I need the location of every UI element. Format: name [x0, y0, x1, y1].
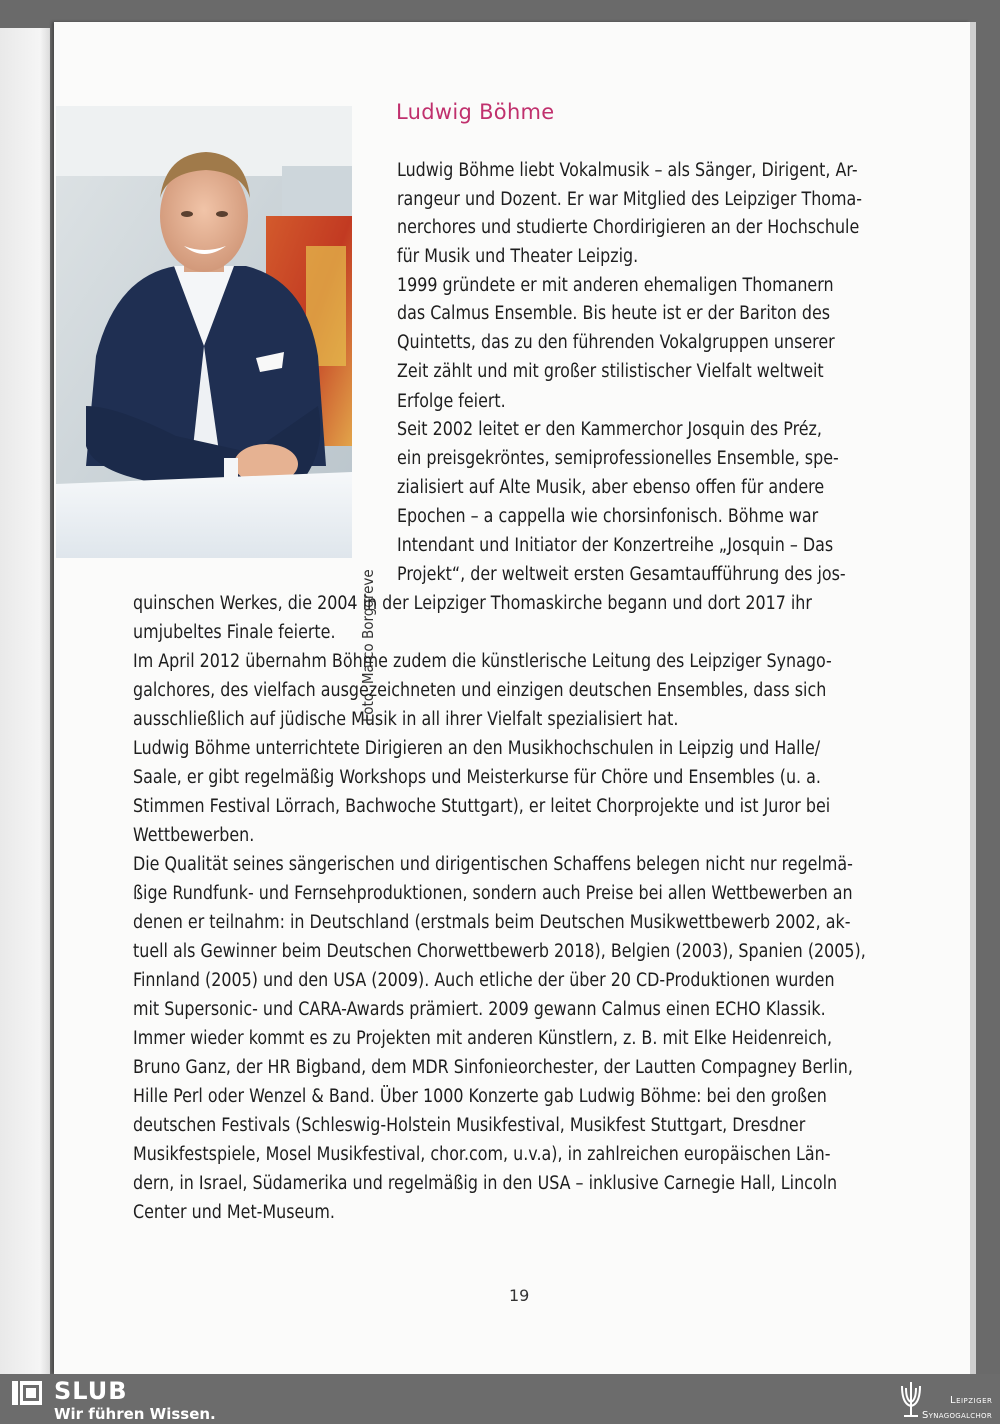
text-line: Stimmen Festival Lörrach, Bachwoche Stuttgart), er leitet Chorprojekte und ist Juror bei [133, 796, 831, 817]
text-line: tuell als Gewinner beim Deutschen Chorwettbewerb 2018), Belgien (2003), Spanien (2005), [133, 941, 866, 962]
text-line: galchores, des vielfach ausgezeichneten und einzigen deutschen Ensembles, dass sich [133, 680, 827, 701]
library-name: SLUB [54, 1377, 128, 1405]
text-line: Saale, er gibt regelmäßig Workshops und Meisterkurse für Chöre und Ensembles (u. a. [133, 767, 821, 788]
choir-name-line1: Leipziger [950, 1395, 993, 1406]
slub-logo-icon [12, 1381, 42, 1405]
text-line: Die Qualität seines sängerischen und dirigentischen Schaffens belegen nicht nur regelmä- [133, 854, 853, 875]
page-edge-shadow [970, 22, 976, 1374]
text-line: deutschen Festivals (Schleswig-Holstein Musikfestival, Musikfest Stuttgart, Dresdner [133, 1115, 806, 1136]
text-line: ein preisgekröntes, semiprofessionelles Ensemble, spe- [397, 448, 839, 469]
text-line: Musikfestspiele, Mosel Musikfestival, chor.com, u.v.a), in zahlreichen europäischen Län- [133, 1144, 831, 1165]
text-line: Erfolge feiert. [397, 391, 506, 412]
text-line: für Musik und Theater Leipzig. [397, 246, 639, 267]
text-line: Im April 2012 übernahm Böhme zudem die künstlerische Leitung des Leipziger Synago- [133, 651, 832, 672]
text-line: Finnland (2005) und den USA (2009). Auch etliche der über 20 CD-Produktionen wurden [133, 970, 835, 991]
library-tagline: Wir führen Wissen. [54, 1405, 216, 1423]
text-line: ßige Rundfunk- und Fernsehproduktionen, sondern auch Preise bei allen Wettbewerben an [133, 883, 853, 904]
text-line: dern, in Israel, Südamerika und regelmäßig in den USA – inklusive Carnegie Hall, Lincoln [133, 1173, 838, 1194]
text-line: Hille Perl oder Wenzel & Band. Über 1000 Konzerte gab Ludwig Böhme: bei den großen [133, 1086, 827, 1107]
photo-credit: Foto: Marco Borggreve [359, 569, 377, 722]
page-number: 19 [509, 1286, 530, 1305]
text-line: Immer wieder kommt es zu Projekten mit anderen Künstlern, z. B. mit Elke Heidenreich, [133, 1028, 833, 1049]
text-line: 1999 gründete er mit anderen ehemaligen Thomanern [397, 275, 834, 296]
text-line: das Calmus Ensemble. Bis heute ist er der Bariton des [397, 303, 831, 324]
text-line: umjubeltes Finale feierte. [133, 622, 336, 643]
text-line: Bruno Ganz, der HR Bigband, dem MDR Sinfonieorchester, der Lautten Compagney Berlin, [133, 1057, 853, 1078]
text-line: Center und Met-Museum. [133, 1202, 335, 1223]
article-title: Ludwig Böhme [396, 100, 555, 124]
text-line: quinschen Werkes, die 2004 in der Leipziger Thomaskirche begann und dort 2017 ihr [133, 593, 812, 614]
text-line: Seit 2002 leitet er den Kammerchor Josquin des Préz, [397, 419, 822, 440]
text-line: Zeit zählt und mit großer stilistischer Vielfalt weltweit [397, 361, 824, 382]
choir-name-line2: Synagogalchor [922, 1410, 992, 1421]
text-line: Projekt“, der weltweit ersten Gesamtaufführung des jos- [397, 564, 846, 585]
portrait-photo [56, 106, 352, 558]
text-line: rangeur und Dozent. Er war Mitglied des Leipziger Thoma- [397, 189, 863, 210]
text-line: Epochen – a cappella wie chorsinfonisch. Böhme war [397, 506, 819, 527]
text-line: nerchores und studierte Chordirigieren an der Hochschule [397, 217, 860, 238]
text-line: Wettbewerben. [133, 825, 255, 846]
text-line: mit Supersonic- und CARA-Awards prämiert. 2009 gewann Calmus einen ECHO Klassik. [133, 999, 826, 1020]
facing-page-edge [0, 28, 50, 1374]
text-line: Quintetts, das zu den führenden Vokalgruppen unserer [397, 332, 835, 353]
text-line: zialisiert auf Alte Musik, aber ebenso offen für andere [397, 477, 825, 498]
text-line: denen er teilnahm: in Deutschland (erstmals beim Deutschen Musikwettbewerb 2002, ak- [133, 912, 851, 933]
menorah-icon [898, 1378, 924, 1420]
text-line: Ludwig Böhme liebt Vokalmusik – als Sänger, Dirigent, Ar- [397, 160, 858, 181]
text-line: ausschließlich auf jüdische Musik in all ihrer Vielfalt spezialisiert hat. [133, 709, 679, 730]
text-line: Intendant und Initiator der Konzertreihe „Josquin – Das [397, 535, 834, 556]
text-line: Ludwig Böhme unterrichtete Dirigieren an den Musikhochschulen in Leipzig und Halle/ [133, 738, 821, 759]
